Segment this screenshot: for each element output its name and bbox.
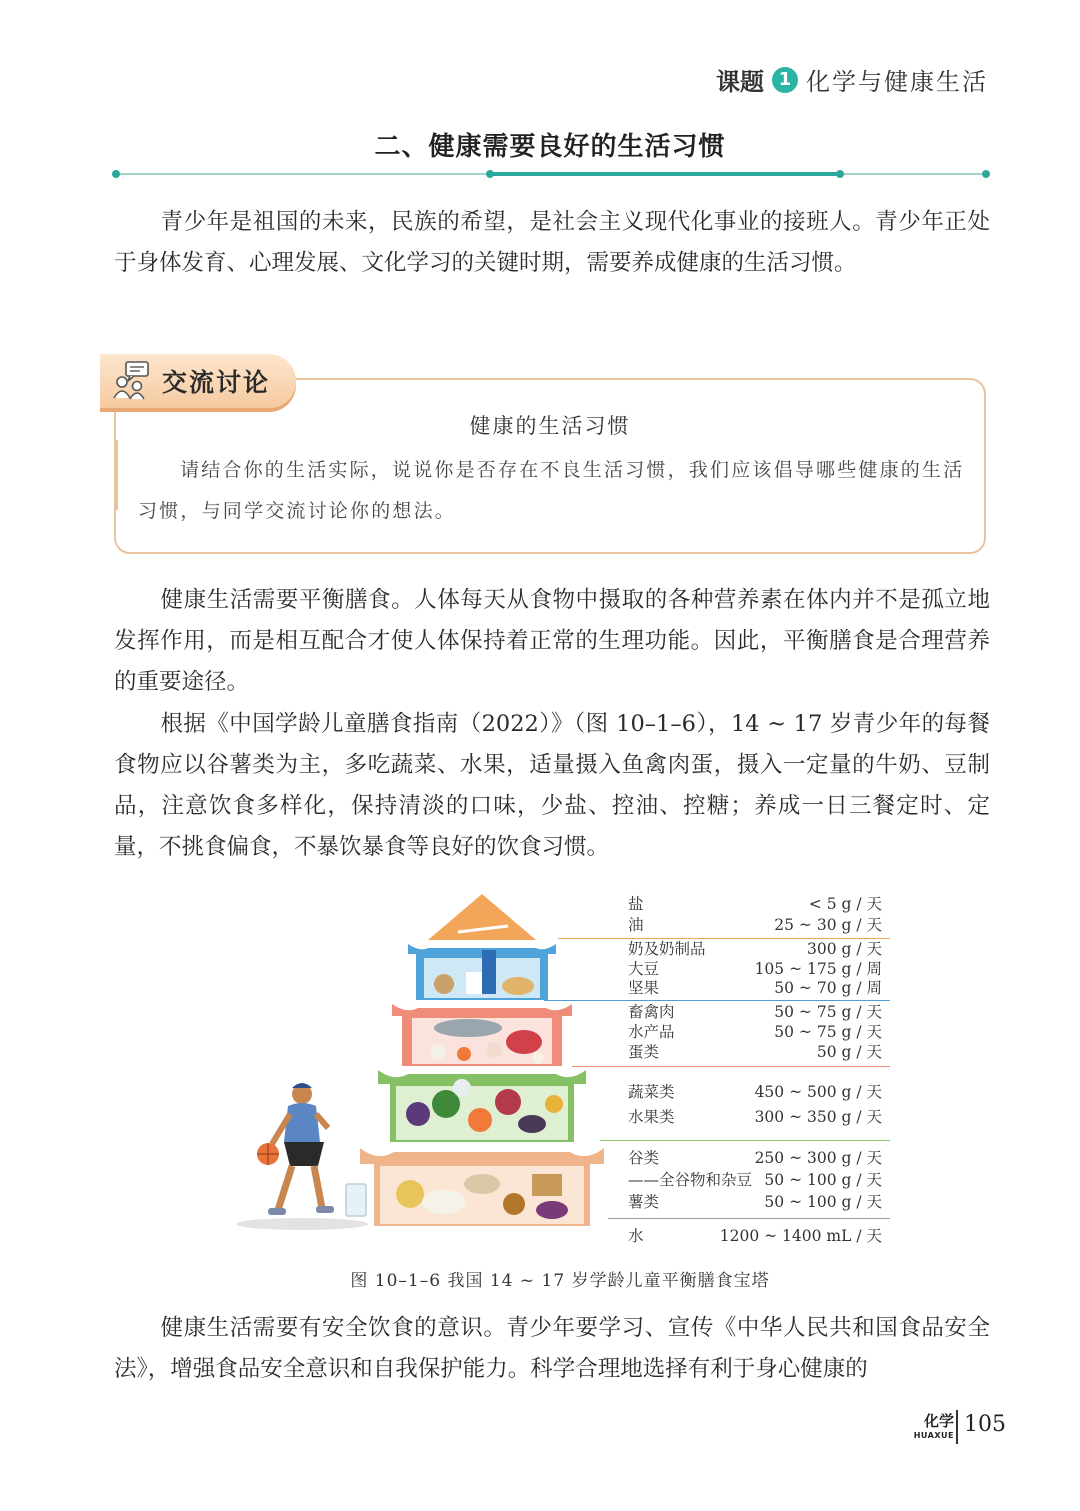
diet-pagoda-figure [232,888,892,1248]
closing-paragraph: 健康生活需要有安全饮食的意识。青少年要学习、宣传《中华人民共和国食品安全法》，增强食品安全意识和自我保护能力。科学合理地选择有利于身心健康的 [114,1315,990,1382]
nut-row-aquatic: 水产品 50 ~ 75 g / 天 [628,1023,882,1041]
nut-row-fruits: 水果类 300 ~ 350 g / 天 [628,1108,882,1126]
discussion-tab-label: 交流讨论 [162,368,271,397]
page-footer [912,1410,1012,1450]
section-divider [114,172,988,176]
chapter-header [716,62,988,97]
nut-row-dairy: 奶及奶制品 300 g / 天 [628,940,882,958]
nut-row-vegetables: 蔬菜类 450 ~ 500 g / 天 [628,1083,882,1101]
subject-brand [914,1410,954,1440]
subject-en: HUAXUE [913,1431,954,1440]
nut-row-whole-grains: ——全谷物和杂豆 50 ~ 100 g / 天 [628,1171,882,1189]
pagoda-illustration [232,888,622,1238]
nut-row-tubers: 薯类 50 ~ 100 g / 天 [628,1193,882,1211]
discussion-subtitle: 健康的生活习惯 [469,414,631,438]
figure-caption: 图 10–1–6 我国 14 ~ 17 岁学龄儿童平衡膳食宝塔 [350,1271,770,1291]
paragraph-balanced-diet: 健康生活需要平衡膳食。人体每天从食物中摄取的各种营养素在体内并不是孤立地发挥作用，而是相互配合才使人体保持着正常的生理功能。因此，平衡膳食是合理营养的重要途径。 [114,587,990,695]
subject-cn: 化学 [923,1412,954,1430]
nut-row-salt: 盐 < 5 g / 天 [628,895,882,913]
discussion-people-icon [112,360,150,400]
chapter-title: 化学与健康生活 [806,68,988,96]
nut-row-oil: 油 25 ~ 30 g / 天 [628,916,882,934]
nut-row-soy: 大豆 105 ~ 175 g / 周 [628,960,882,978]
page-number: 105 [964,1412,1006,1437]
intro-paragraph: 青少年是祖国的未来，民族的希望，是社会主义现代化事业的接班人。青少年正处于身体发育、心理发展、文化学习的关键时期，需要养成健康的生活习惯。 [114,209,990,276]
paragraph-guideline: 根据《中国学龄儿童膳食指南（2022）》（图 10–1–6），14 ~ 17 岁青少年的每餐食物应以谷薯类为主，多吃蔬菜、水果，适量摄入鱼禽肉蛋，摄入一定量的牛奶、豆制品，注意饮食多样化，保持清淡的口味，少盐、控油、控糖；养成一日三餐定时、定量，不挑食偏食，不暴饮暴食等良好的饮食习惯。 [114,711,990,860]
discussion-tab [100,354,296,408]
chapter-prefix: 课题 [716,68,764,96]
nut-row-grains: 谷类 250 ~ 300 g / 天 [628,1149,882,1167]
discussion-body: 请结合你的生活实际，说说你是否存在不良生活习惯，我们应该倡导哪些健康的生活习惯，与同学交流讨论你的想法。 [138,459,965,522]
chapter-number-badge: 1 [772,67,798,93]
nut-row-water: 水 1200 ~ 1400 mL / 天 [628,1227,882,1245]
nut-row-eggs: 蛋类 50 g / 天 [628,1043,882,1061]
nut-row-meat: 畜禽肉 50 ~ 75 g / 天 [628,1003,882,1021]
section-title: 二、健康需要良好的生活习惯 [374,132,726,162]
nut-row-nuts: 坚果 50 ~ 70 g / 周 [628,979,882,997]
